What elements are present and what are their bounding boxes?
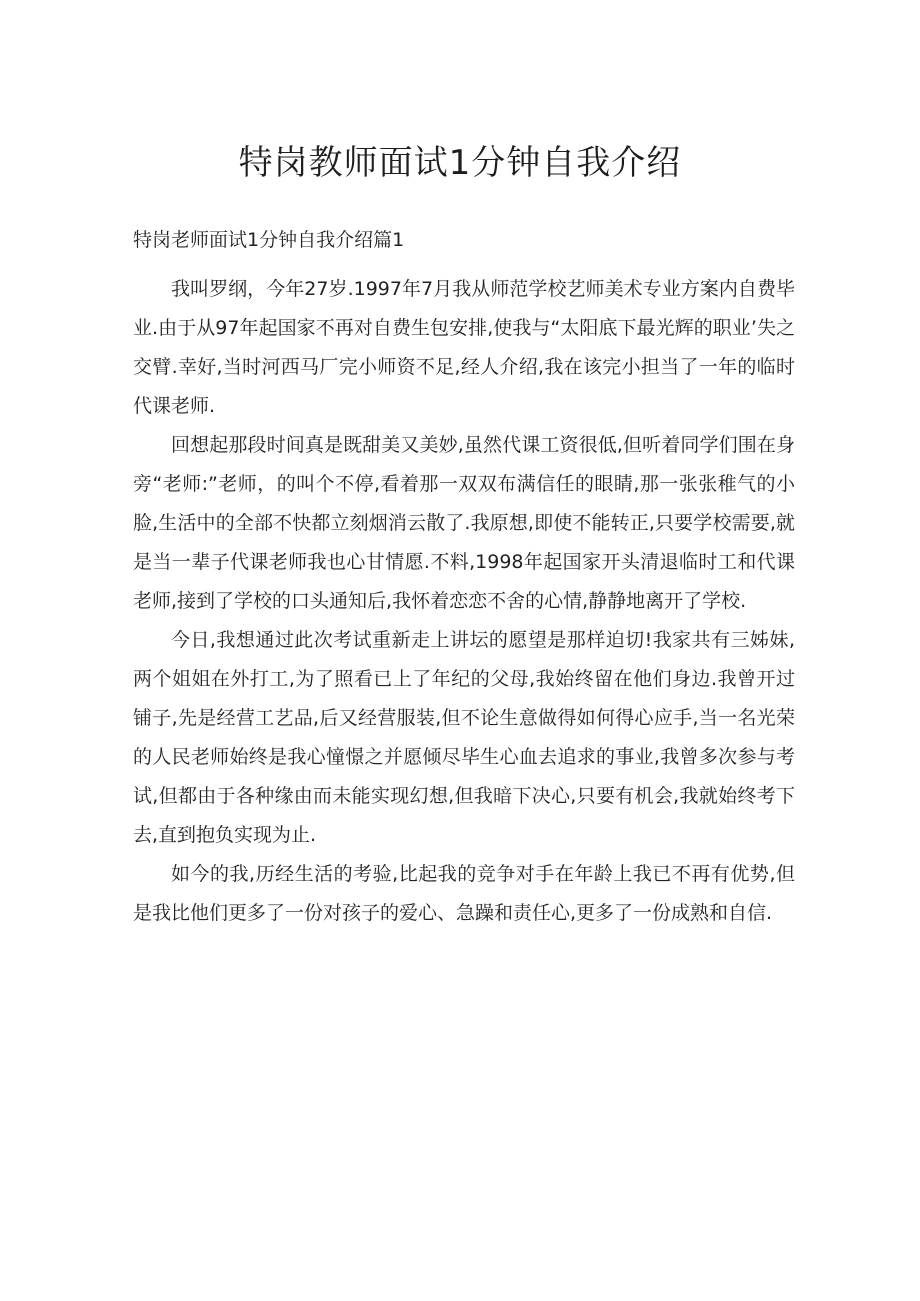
paragraph-3: 今日,我想通过此次考试重新走上讲坛的愿望是那样迫切!我家共有三姊妹,两个姐姐在外打工,为了照看已上了年纪的父母,我始终留在他们身边.我曾开过铺子,先是经营工艺品,后又经营服装,但不论生意做得如何得心应手,当一名光荣的人民老师始终是我心憧憬之并愿倾尽毕生心血去追求的事业,我曾多次参与考试,但都由于各种缘由而未能实现幻想,但我暗下决心,只要有机会,我就始终考下去,直到抱负实现为止. [133,629,795,846]
document-body [133,270,795,933]
paragraph-4: 如今的我,历经生活的考验,比起我的竞争对手在年龄上我已不再有优势,但是我比他们更多了一份对孩子的爱心、急躁和责任心,更多了一份成熟和自信. [133,863,795,924]
paragraph-2: 回想起那段时间真是既甜美又美妙,虽然代课工资很低,但听着同学们围在身旁“老师:”老师，的叫个不停,看着那一双双布满信任的眼睛,那一张张稚气的小脸,生活中的全部不快都立刻烟消云散了.我原想,即使不能转正,只要学校需要,就是当一辈子代课老师我也心甘情愿.不料,1998年起国家开头清退临时工和代课老师,接到了学校的口头通知后,我怀着恋恋不舍的心情,静静地离开了学校. [133,434,795,612]
paragraph-1: 我叫罗纲，今年27岁.1997年7月我从师范学校艺师美术专业方案内自费毕业.由于从97年起国家不再对自费生包安排,使我与“太阳底下最光辉的职业’失之交臂.幸好,当时河西马厂完小师资不足,经人介绍,我在该完小担当了一年的临时代课老师. [133,278,795,417]
document-title: 特岗教师面试1分钟自我介绍 [238,143,682,183]
section-heading: 特岗老师面试1分钟自我介绍篇1 [133,229,405,251]
